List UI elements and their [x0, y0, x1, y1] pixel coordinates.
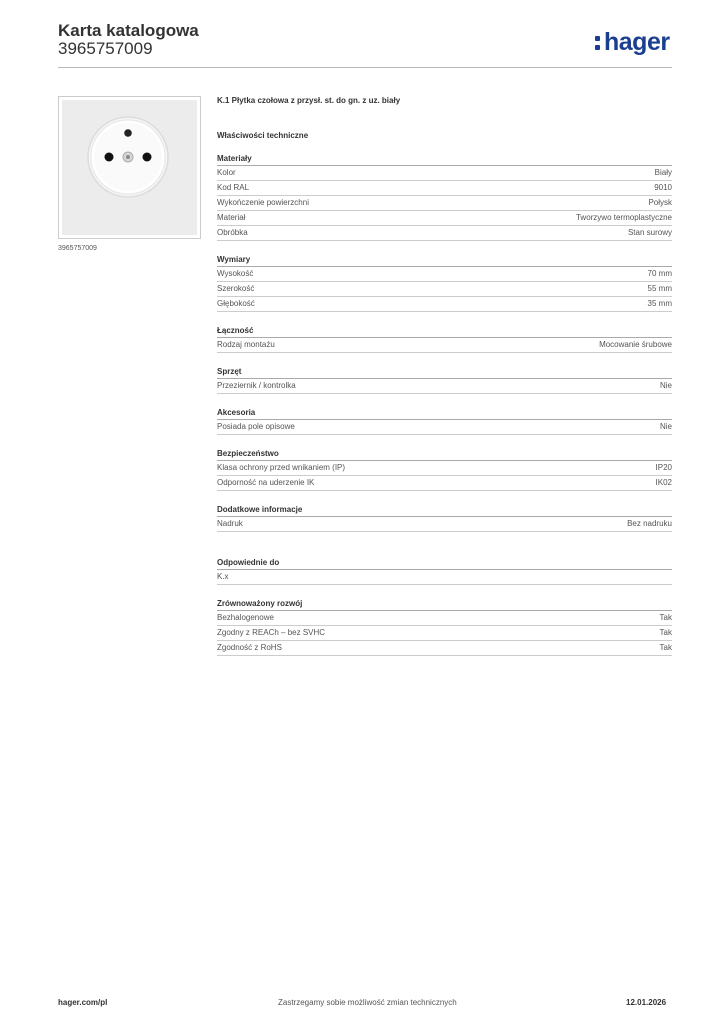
property-value: Tworzywo termoplastyczne	[575, 213, 672, 222]
property-group-name: Odpowiednie do	[217, 557, 672, 570]
property-group	[217, 407, 672, 435]
property-value: Nie	[659, 381, 672, 390]
product-title: K.1 Płytka czołowa z przysł. st. do gn. z uz. biały	[217, 96, 401, 105]
footer-website: hager.com/pl	[58, 998, 108, 1007]
property-row	[217, 476, 672, 491]
property-value: IP20	[655, 463, 672, 472]
property-value: Połysk	[648, 198, 672, 207]
property-group	[217, 366, 672, 394]
property-row	[217, 626, 672, 641]
property-group-name: Akcesoria	[217, 407, 672, 420]
property-row	[217, 420, 672, 435]
property-label: Materiał	[217, 213, 246, 222]
property-value: IK02	[655, 478, 672, 487]
property-row	[217, 379, 672, 394]
property-value: Tak	[659, 613, 672, 622]
property-label: Przeziernik / kontrolka	[217, 381, 296, 390]
logo-colon-icon	[595, 32, 602, 52]
property-row	[217, 211, 672, 226]
property-row	[217, 517, 672, 532]
property-group	[217, 153, 672, 241]
footer-date: 12.01.2026	[626, 998, 667, 1007]
property-value: 70 mm	[647, 269, 672, 278]
property-row	[217, 570, 672, 585]
property-groups	[217, 153, 672, 656]
property-label: Głębokość	[217, 299, 255, 308]
product-details	[217, 96, 672, 656]
property-value: 55 mm	[647, 284, 672, 293]
image-caption: 3965757009	[58, 245, 97, 252]
property-value: 35 mm	[647, 299, 672, 308]
socket-outlet-plate-icon	[62, 100, 197, 235]
property-value: Tak	[659, 643, 672, 652]
property-value: Tak	[659, 628, 672, 637]
property-label: Bezhalogenowe	[217, 613, 274, 622]
property-value: Biały	[654, 168, 672, 177]
property-group	[217, 325, 672, 353]
property-row	[217, 297, 672, 312]
product-code: 3965757009	[58, 39, 153, 58]
property-row	[217, 196, 672, 211]
property-group	[217, 557, 672, 585]
property-group-name: Sprzęt	[217, 366, 672, 379]
property-label: Rodzaj montażu	[217, 340, 275, 349]
property-row	[217, 166, 672, 181]
property-value: 9010	[654, 183, 672, 192]
property-row	[217, 181, 672, 196]
property-row	[217, 282, 672, 297]
property-group	[217, 448, 672, 491]
product-image	[58, 96, 201, 239]
property-row	[217, 338, 672, 353]
property-row	[217, 461, 672, 476]
property-group-name: Zrównoważony rozwój	[217, 598, 672, 611]
property-group-name: Łączność	[217, 325, 672, 338]
property-label: Odporność na uderzenie IK	[217, 478, 315, 487]
property-row	[217, 267, 672, 282]
property-label: Zgodny z REACh – bez SVHC	[217, 628, 326, 637]
logo-text: hager	[604, 28, 670, 56]
footer-note: Zastrzegamy sobie możliwość zmian technicznych	[278, 998, 457, 1007]
header-divider	[58, 67, 672, 68]
property-value: Stan surowy	[627, 228, 672, 237]
property-group	[217, 598, 672, 656]
property-group	[217, 254, 672, 312]
product-image-background	[62, 100, 197, 235]
property-row	[217, 611, 672, 626]
property-value: Nie	[659, 422, 672, 431]
hager-logo	[595, 28, 670, 57]
property-group-name: Dodatkowe informacje	[217, 504, 672, 517]
property-group-name: Materiały	[217, 153, 672, 166]
property-row	[217, 641, 672, 656]
property-value: Mocowanie śrubowe	[599, 340, 672, 349]
property-label: Obróbka	[217, 228, 248, 237]
property-value: Bez nadruku	[627, 519, 672, 528]
property-row	[217, 226, 672, 241]
technical-properties-heading: Właściwości techniczne	[217, 131, 309, 140]
document-title: Karta katalogowa	[58, 21, 199, 40]
property-label: Zgodność z RoHS	[217, 643, 282, 652]
property-label: Wykończenie powierzchni	[217, 198, 309, 207]
property-group-name: Bezpieczeństwo	[217, 448, 672, 461]
property-label: Kod RAL	[217, 183, 250, 192]
property-label: Wysokość	[217, 269, 254, 278]
property-label: K.x	[217, 572, 229, 581]
property-group	[217, 504, 672, 532]
property-label: Szerokość	[217, 284, 255, 293]
property-group-name: Wymiary	[217, 254, 672, 267]
property-label: Klasa ochrony przed wnikaniem (IP)	[217, 463, 346, 472]
property-label: Nadruk	[217, 519, 243, 528]
property-label: Kolor	[217, 168, 236, 177]
property-label: Posiada pole opisowe	[217, 422, 295, 431]
